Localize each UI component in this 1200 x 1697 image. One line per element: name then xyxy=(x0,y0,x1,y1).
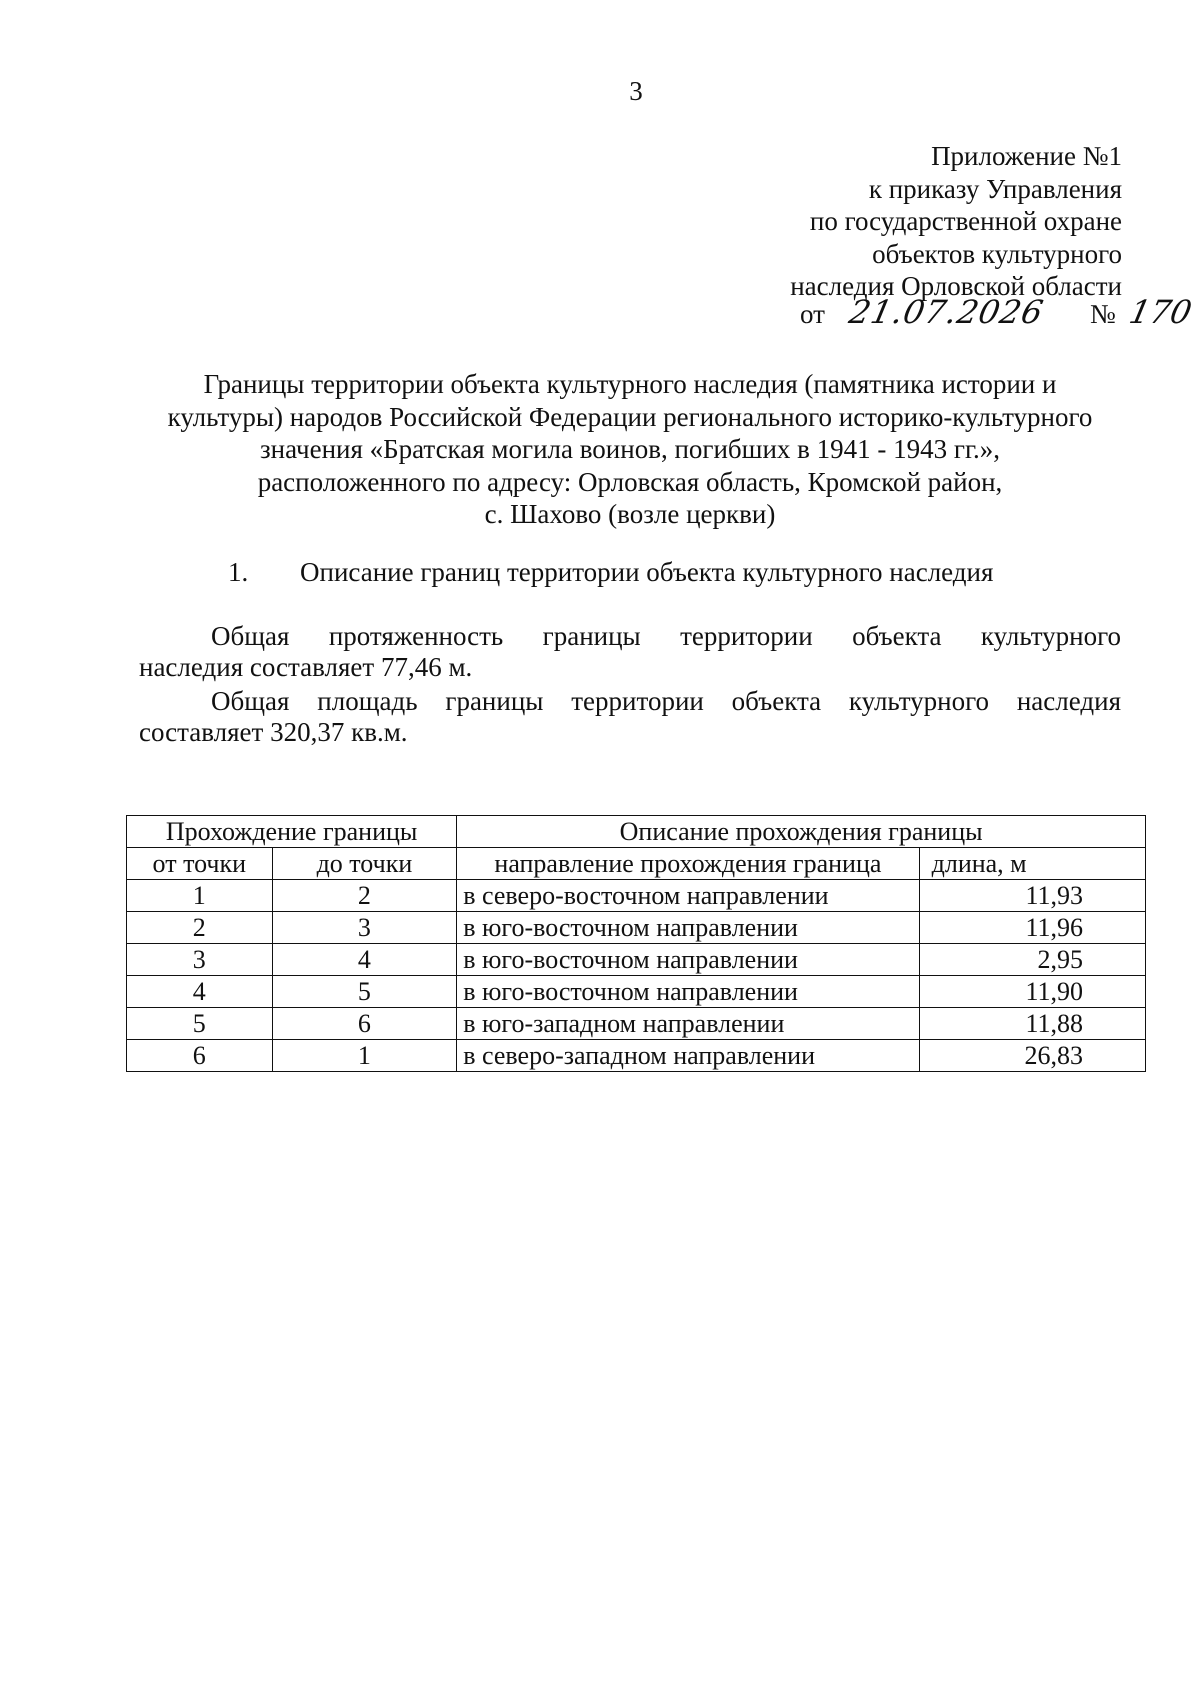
appendix-header xyxy=(790,140,1122,303)
paragraph-total-area xyxy=(139,686,1121,748)
paragraph-line: составляет 320,37 кв.м. xyxy=(139,717,408,747)
column-header-length: длина, м xyxy=(919,848,1145,880)
paragraph-line: наследия составляет 77,46 м. xyxy=(139,652,473,682)
column-header-to: до точки xyxy=(272,848,457,880)
table-row xyxy=(127,944,1146,976)
cell-direction: в юго-восточном направлении xyxy=(457,976,919,1008)
cell-from: 1 xyxy=(127,880,273,912)
cell-length: 2,95 xyxy=(919,944,1145,976)
boundary-table xyxy=(126,815,1146,1072)
title-line: Границы территории объекта культурного наследия (памятника истории и xyxy=(203,369,1057,399)
title-line: расположенного по адресу: Орловская область, Кромской район, xyxy=(257,466,1003,497)
order-date-number xyxy=(800,293,1196,333)
cell-direction: в северо-западном направлении xyxy=(457,1040,919,1072)
cell-from: 6 xyxy=(127,1040,273,1072)
table-column-header-row xyxy=(127,848,1146,880)
appendix-agency-line-1: по государственной охране xyxy=(809,206,1122,236)
cell-from: 5 xyxy=(127,1008,273,1040)
cell-from: 2 xyxy=(127,912,273,944)
table-row xyxy=(127,976,1146,1008)
table-row xyxy=(127,1008,1146,1040)
table-row xyxy=(127,880,1146,912)
section-title: Описание границ территории объекта культурного наследия xyxy=(300,557,994,587)
cell-direction: в юго-восточном направлении xyxy=(457,944,919,976)
table-group-header-row xyxy=(127,816,1146,848)
order-number-label: № xyxy=(1090,299,1116,329)
title-line: с. Шахово (возле церкви) xyxy=(484,499,776,529)
cell-to: 2 xyxy=(272,880,457,912)
group-header-boundary-pass: Прохождение границы xyxy=(127,816,457,848)
document-title xyxy=(130,368,1130,531)
column-header-from: от точки xyxy=(127,848,273,880)
column-header-direction: направление прохождения граница xyxy=(457,848,919,880)
order-from-label: от xyxy=(800,299,825,329)
page-number: 3 xyxy=(629,76,643,106)
cell-direction: в юго-восточном направлении xyxy=(457,912,919,944)
cell-direction: в северо-восточном направлении xyxy=(457,880,919,912)
table-row xyxy=(127,1040,1146,1072)
cell-length: 26,83 xyxy=(919,1040,1145,1072)
appendix-title: Приложение №1 xyxy=(931,141,1122,171)
cell-to: 5 xyxy=(272,976,457,1008)
appendix-order-ref: к приказу Управления xyxy=(868,173,1122,204)
cell-length: 11,90 xyxy=(919,976,1145,1008)
order-date-handwritten: 21.07.2026 xyxy=(845,293,1048,331)
paragraph-line: Общая площадь границы территории объекта культурного наследия xyxy=(211,686,1121,716)
cell-direction: в юго-западном направлении xyxy=(457,1008,919,1040)
paragraph-total-length xyxy=(139,621,1121,683)
cell-to: 4 xyxy=(272,944,457,976)
order-number-handwritten: 170 xyxy=(1125,293,1196,331)
cell-length: 11,88 xyxy=(919,1008,1145,1040)
cell-to: 1 xyxy=(272,1040,457,1072)
appendix-agency-line-2: объектов культурного xyxy=(872,238,1122,269)
table-row xyxy=(127,912,1146,944)
cell-from: 3 xyxy=(127,944,273,976)
cell-to: 6 xyxy=(272,1008,457,1040)
title-line: культуры) народов Российской Федерации регионального историко-культурного xyxy=(167,401,1093,432)
cell-length: 11,93 xyxy=(919,880,1145,912)
appendix-agency-line-3: наследия Орловской области xyxy=(790,271,1122,301)
cell-from: 4 xyxy=(127,976,273,1008)
cell-to: 3 xyxy=(272,912,457,944)
group-header-boundary-description: Описание прохождения границы xyxy=(457,816,1146,848)
title-line: значения «Братская могила воинов, погибших в 1941 - 1943 гг.», xyxy=(260,434,1000,464)
cell-length: 11,96 xyxy=(919,912,1145,944)
paragraph-line: Общая протяженность границы территории объекта культурного xyxy=(211,621,1121,651)
section-number: 1. xyxy=(228,557,249,587)
